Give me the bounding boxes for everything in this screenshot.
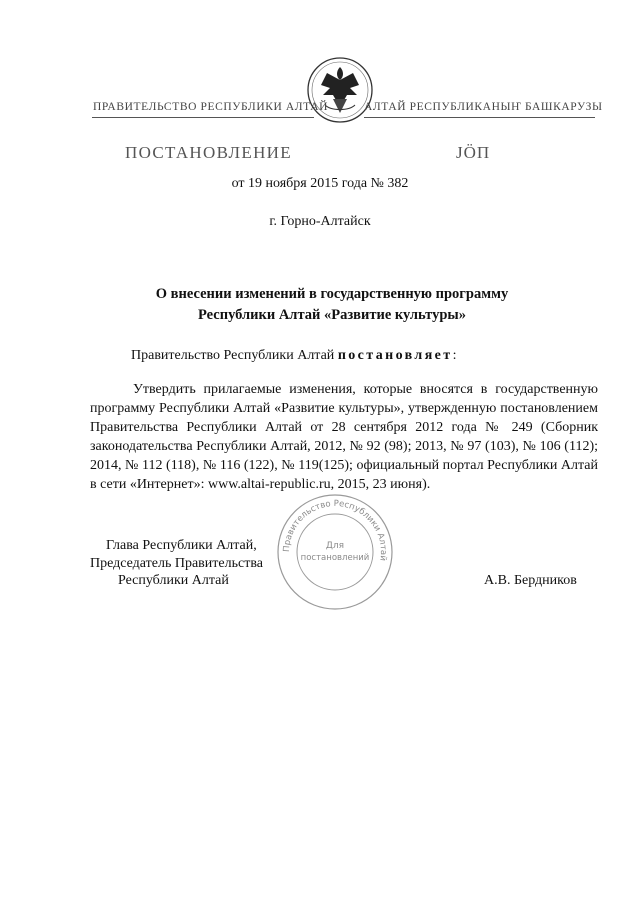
resolution-intro-text: Правительство Республики Алтай — [131, 348, 335, 363]
stamp-ring-text: Правительство Республики Алтай — [281, 498, 389, 562]
document-title — [0, 284, 640, 326]
signatory-title-line-2: Председатель Правительства — [90, 556, 263, 571]
signatory-title-line-3: Республики Алтай — [118, 573, 229, 588]
coat-of-arms-emblem-icon — [305, 55, 375, 125]
government-name-russian: ПРАВИТЕЛЬСТВО РЕСПУБЛИКИ АЛТАЙ — [93, 101, 329, 113]
government-name-altai: АЛТАЙ РЕСПУБЛИКАНЫҤ БАШКАРУЗЫ — [364, 101, 603, 113]
stamp-center-line-1: Для — [325, 541, 345, 551]
document-title-line-1: О внесении изменений в государственную программу — [155, 286, 509, 302]
resolution-intro-colon: : — [452, 348, 457, 363]
signatory-name: А.В. Бердников — [484, 573, 577, 588]
resolution-body-paragraph: Утвердить прилагаемые изменения, которые вносятся в государственную программу Республики Алтай «Развитие культуры», утвержденную постановлением Правительства Республики Алтай от 28 сентября 2012 года № 249 (Сборник законодательства Республики Алтай, 2012, № 92 (98); 2013, № 97 (103), № 106 (112); 2014, № 112 (118), № 116 (122), № 119(125); официальный портал Республики Алтай в сети «Интернет»: www.altai-republic.ru, 2015, 23 июня). — [90, 382, 598, 492]
stamp-center-line-2: постановлений — [300, 553, 370, 563]
resolution-body — [90, 380, 598, 494]
resolution-intro — [131, 348, 456, 364]
document-city: г. Горно-Алтайск — [269, 214, 371, 229]
header-divider-right — [364, 117, 595, 118]
document-type-altai: ЈӦП — [456, 143, 491, 162]
document-date-number: от 19 ноября 2015 года № 382 — [231, 176, 409, 191]
document-type-russian: ПОСТАНОВЛЕНИЕ — [125, 143, 292, 162]
signatory-title-line-1: Глава Республики Алтай, — [106, 538, 257, 553]
header-divider-left — [92, 117, 314, 118]
round-seal-stamp-icon — [275, 492, 395, 612]
resolution-intro-keyword: постановляет — [337, 348, 453, 363]
document-title-line-2: Республики Алтай «Развитие культуры» — [198, 307, 466, 323]
